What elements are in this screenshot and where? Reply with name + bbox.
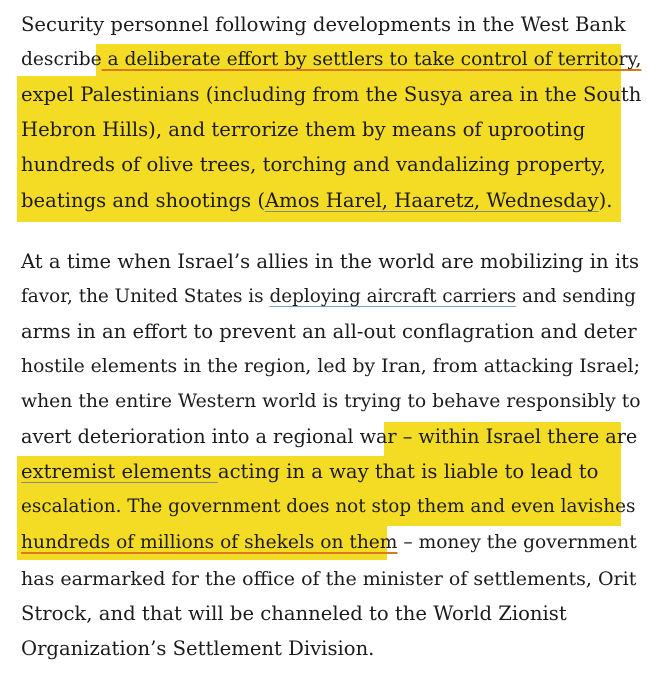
highlighted-text: a deliberate effort by settlers to take control of territory,: [101, 49, 642, 70]
paragraph-2-line: [21, 385, 641, 419]
text: when the entire Western world is trying to behave responsibly to: [21, 391, 641, 412]
paragraph-2-line: [21, 280, 636, 314]
text: describe: [21, 49, 102, 70]
link-deploying-aircraft-carriers[interactable]: deploying aircraft carriers: [269, 286, 517, 307]
text: hostile elements in the region, led by Iran, from attacking Israel;: [21, 356, 640, 377]
paragraph-2-line: [21, 597, 567, 631]
paragraph-2-line: [21, 632, 374, 666]
paragraph-1-line: [21, 43, 641, 77]
paragraph-1-line: [21, 8, 626, 42]
highlighted-text: beatings and shootings (: [21, 189, 265, 212]
text: Security personnel following developments in the West Bank: [21, 13, 626, 36]
text: favor, the United States is: [21, 286, 270, 307]
text: arms in an effort to prevent an all-out conflagration and deter: [21, 320, 637, 343]
highlighted-text: within Israel there are: [418, 425, 638, 448]
paragraph-2-line: [21, 245, 639, 279]
highlighted-text: acting in a way that is liable to lead to: [217, 460, 599, 483]
text: Organization’s Settlement Division.: [21, 637, 375, 660]
paragraph-2-line: [21, 526, 637, 560]
highlighted-text: hundreds of millions of shekels on them: [21, 532, 398, 553]
source-link-amos-harel[interactable]: Amos Harel, Haaretz, Wednesday: [264, 189, 599, 212]
paragraph-2-line: [21, 490, 635, 524]
highlighted-text: escalation. The government does not stop them and even lavishes: [21, 496, 636, 517]
highlighted-text: expel Palestinians (including from the Susya area in the South: [21, 83, 642, 106]
text: avert deterioration into a regional war –: [21, 425, 419, 448]
highlighted-text: ).: [598, 189, 613, 212]
text: At a time when Israel’s allies in the world are mobilizing in its: [21, 250, 640, 273]
paragraph-1-line: [21, 113, 585, 147]
highlighted-text: Hebron Hills), and terrorize them by means of uprooting: [21, 118, 586, 141]
text: – money the government: [397, 532, 637, 553]
paragraph-2-line: [21, 562, 636, 596]
text: has earmarked for the office of the minister of settlements, Orit: [21, 568, 637, 590]
paragraph-1-line: [21, 148, 606, 182]
highlighted-text: hundreds of olive trees, torching and vandalizing property,: [21, 153, 606, 176]
link-extremist-elements[interactable]: extremist elements: [21, 460, 218, 483]
paragraph-2-line: [21, 315, 637, 349]
paragraph-2-line: [21, 455, 598, 489]
text: Strock, and that will be channeled to the World Zionist: [21, 602, 567, 625]
paragraph-1-line: [21, 78, 641, 112]
text: and sending: [516, 286, 636, 307]
paragraph-2-line: [21, 350, 640, 384]
paragraph-2-line: [21, 420, 637, 454]
paragraph-1-line: [21, 184, 612, 218]
